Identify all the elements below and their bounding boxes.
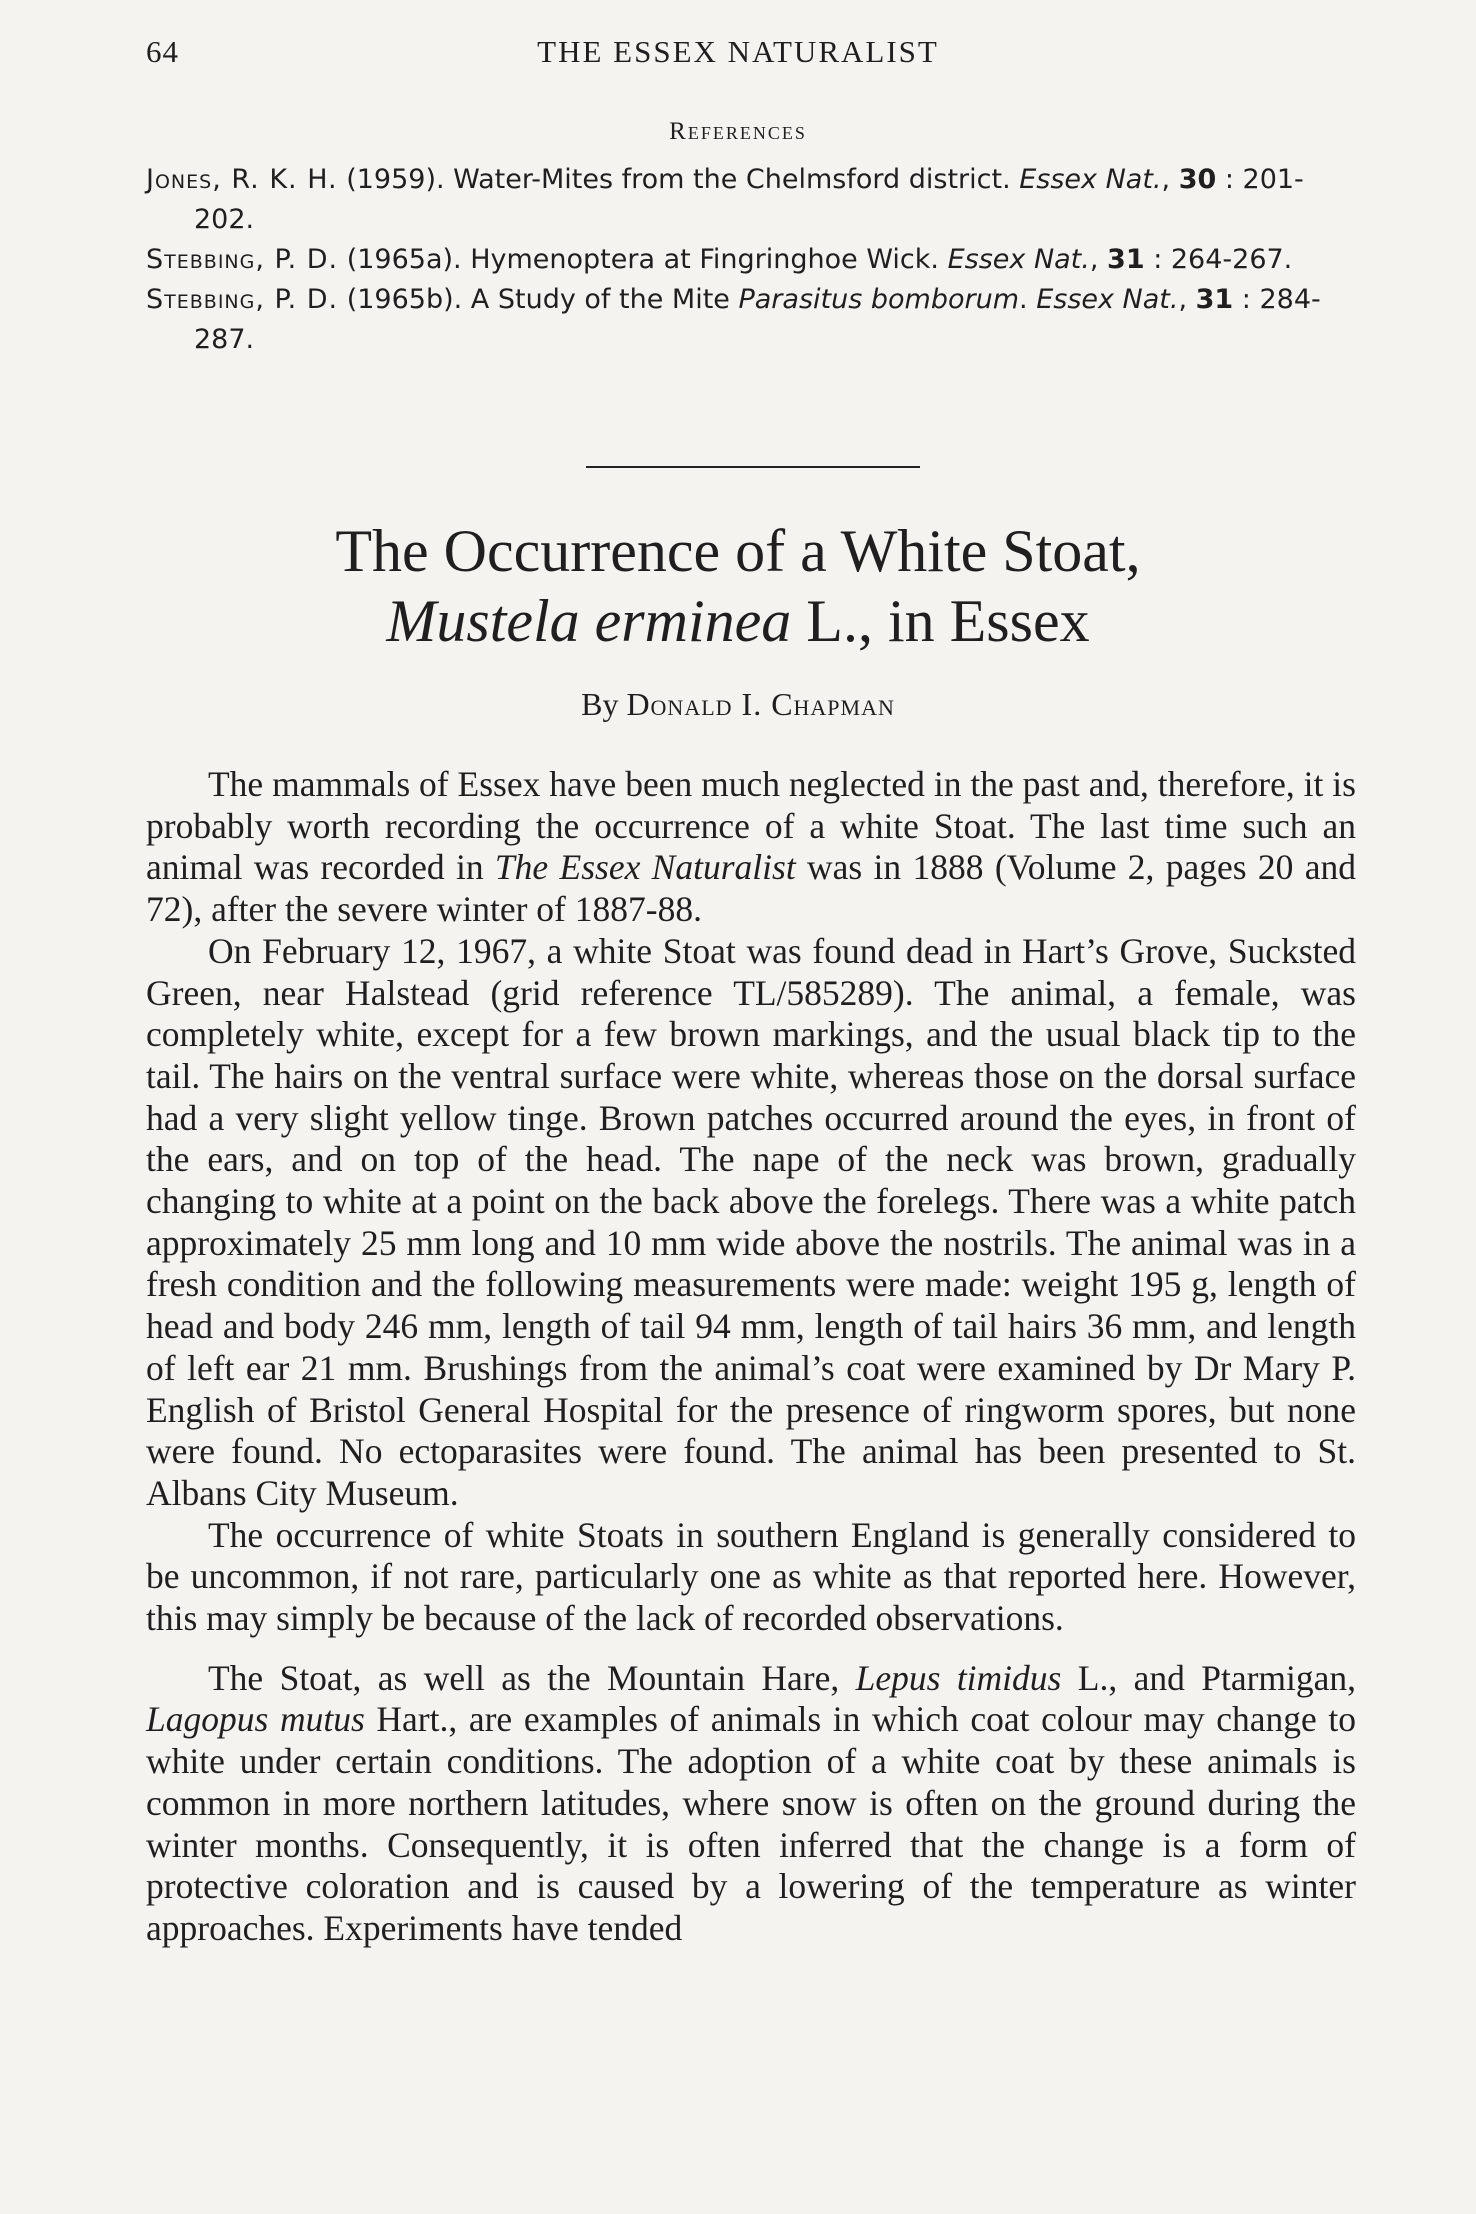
reference-item: [146, 160, 1356, 240]
reference-volume: 31: [1195, 284, 1234, 315]
paragraph-text: was in 1888 (Volume 2, pages 20 and 72), after the severe winter of 1887-88.: [146, 847, 1356, 930]
title-species: Mustela erminea: [386, 588, 792, 654]
article-title: [0, 516, 1476, 656]
references-heading: References: [669, 118, 807, 145]
page-header: [0, 34, 1476, 84]
reference-item: [146, 240, 1356, 280]
reference-comma: ,: [1161, 164, 1179, 195]
section-divider: [586, 466, 920, 468]
reference-text: (1965a). Hymenoptera at Fingringhoe Wick.: [338, 244, 948, 275]
article-title-line-2: [0, 586, 1476, 656]
paragraph-text: L., and Ptarmigan,: [1061, 1657, 1357, 1698]
reference-journal: Essex Nat.: [1036, 284, 1179, 315]
title-rest: L., in Essex: [791, 588, 1090, 654]
species-name: Lepus timidus: [855, 1657, 1062, 1698]
page-number: 64: [146, 34, 179, 69]
article-title-line-1: The Occurrence of a White Stoat,: [335, 518, 1141, 584]
reference-author: Jones, R. K. H.: [146, 164, 338, 195]
reference-text: (1965b). A Study of the Mite: [338, 284, 739, 315]
species-name: Lagopus mutus: [146, 1699, 365, 1740]
reference-journal: Essex Nat.: [1019, 164, 1162, 195]
paragraph-text: The mammals of Essex have been much neglected in the past and, therefore, it is probably worth recording the occurrence of a white Stoat. The last time such an animal was recorded in: [146, 764, 1356, 888]
reference-volume: 30: [1178, 164, 1217, 195]
paragraph-2: On February 12, 1967, a white Stoat was found dead in Hart’s Grove, Sucksted Green, near Halstead (grid reference TL/585289). The animal, a female, was completely white, except for a few brown markings, and the usual black tip to the tail. The hairs on the ventral surface were white, whereas those on the dorsal surface had a very slight yellow tinge. Brown patches occurred around the eyes, in front of the ears, and on top of the head. The nape of the neck was brown, gradually changing to white at a point on the back above the forelegs. There was a white patch approximately 25 mm long and 10 mm wide above the nostrils. The animal was in a fresh condition and the following measurements were made: weight 195 g, length of head and body 246 mm, length of tail 94 mm, length of tail hairs 36 mm, and length of left ear 21 mm. Brushings from the animal’s coat were examined by Dr Mary P. English of Bristol General Hospital for the presence of ringworm spores, but none were found. No ectoparasites were found. The animal has been presented to St. Albans City Museum.: [146, 930, 1356, 1513]
reference-species: Parasitus bomborum: [738, 284, 1020, 315]
references-list: [146, 160, 1356, 360]
reference-comma: ,: [1089, 244, 1108, 275]
reference-volume: 31: [1107, 244, 1145, 275]
reference-pages: : 264-267.: [1144, 244, 1293, 275]
reference-author: Stebbing, P. D.: [146, 244, 339, 275]
reference-author: Stebbing, P. D.: [146, 284, 339, 315]
reference-text: (1959). Water-Mites from the Chelmsford district.: [337, 164, 1020, 195]
paragraph-text: Hart., are examples of animals in which coat colour may change to white under certain conditions. The adoption of a white coat by these animals is common in more northern latitudes, where snow is often on the ground during the winter months. Consequently, it is often inferred that the change is a form of protective coloration and is caused by a lowering of the temperature as winter approaches. Experiments have tended: [146, 1699, 1357, 1948]
paragraph-text: The Stoat, as well as the Mountain Hare,: [208, 1657, 856, 1698]
reference-journal: Essex Nat.: [947, 244, 1090, 275]
reference-pages: : 284-287.: [194, 284, 1321, 355]
reference-comma: ,: [1178, 284, 1196, 315]
byline-author: Donald I. Chapman: [626, 686, 895, 722]
reference-item: [146, 280, 1356, 360]
journal-name: The Essex Naturalist: [494, 847, 796, 888]
article-body: [146, 764, 1356, 1950]
byline-by: By: [581, 686, 627, 722]
reference-text-mid: .: [1019, 284, 1037, 315]
paragraph-4: [146, 1658, 1356, 1950]
byline: [0, 686, 1476, 723]
reference-pages: : 201-202.: [194, 164, 1304, 235]
paragraph-3: The occurrence of white Stoats in southern England is generally considered to be uncommon, if not rare, particularly one as white as that reported here. However, this may simply be because of the lack of recorded observations.: [146, 1514, 1356, 1639]
running-title: THE ESSEX NATURALIST: [537, 34, 939, 69]
paragraph-1: [146, 764, 1356, 931]
